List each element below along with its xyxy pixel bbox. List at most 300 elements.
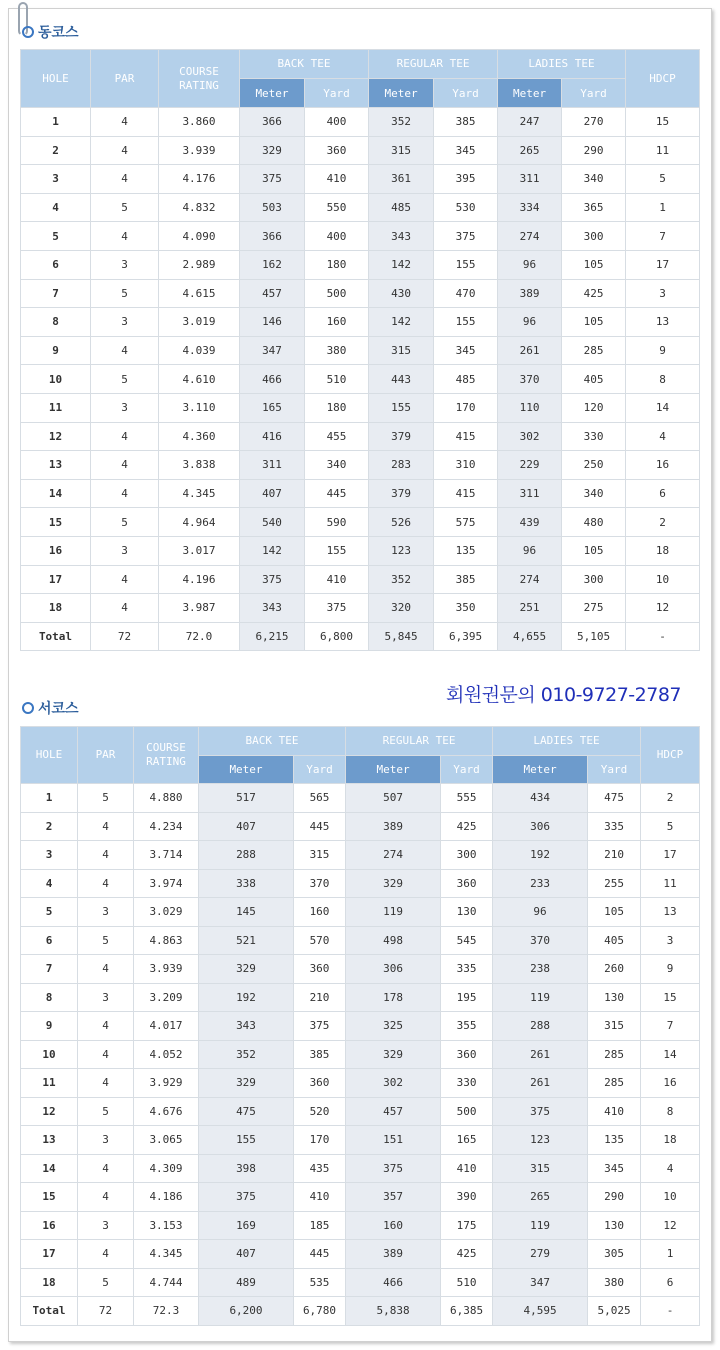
cell-regular-meter: 160 <box>346 1211 441 1240</box>
cell-hole: 5 <box>21 898 78 927</box>
cell-hole: 12 <box>21 1097 78 1126</box>
cell-back-yard: 6,780 <box>294 1297 346 1326</box>
cell-back-meter: 146 <box>240 308 305 337</box>
table-row <box>21 812 700 841</box>
cell-course-rating: 4.090 <box>159 222 240 251</box>
cell-ladies-meter: 279 <box>493 1240 588 1269</box>
table-row <box>21 898 700 927</box>
cell-course-rating: 3.838 <box>159 451 240 480</box>
cell-course-rating: 3.153 <box>134 1211 199 1240</box>
cell-ladies-yard: 365 <box>562 193 626 222</box>
cell-back-yard: 160 <box>305 308 369 337</box>
cell-course-rating: 4.610 <box>159 365 240 394</box>
cell-back-yard: 445 <box>294 812 346 841</box>
cell-ladies-yard: 135 <box>588 1126 641 1155</box>
cell-hdcp: 8 <box>641 1097 700 1126</box>
cell-hdcp: 3 <box>641 926 700 955</box>
cell-back-meter: 311 <box>240 451 305 480</box>
cell-hole: 11 <box>21 1069 78 1098</box>
cell-regular-yard: 410 <box>441 1154 493 1183</box>
cell-par: 3 <box>91 393 159 422</box>
header-regular-tee: REGULAR TEE <box>346 727 493 756</box>
cell-hole: 12 <box>21 422 91 451</box>
cell-course-rating: 4.360 <box>159 422 240 451</box>
cell-ladies-yard: 305 <box>588 1240 641 1269</box>
cell-regular-yard: 425 <box>441 1240 493 1269</box>
cell-regular-meter: 389 <box>346 1240 441 1269</box>
cell-back-meter: 288 <box>199 841 294 870</box>
cell-regular-yard: 155 <box>434 250 498 279</box>
cell-hole: 10 <box>21 1040 78 1069</box>
cell-par: 4 <box>91 451 159 480</box>
cell-regular-yard: 390 <box>441 1183 493 1212</box>
cell-course-rating: 4.676 <box>134 1097 199 1126</box>
cell-regular-meter: 389 <box>346 812 441 841</box>
table-row <box>21 1211 700 1240</box>
cell-hdcp: 13 <box>641 898 700 927</box>
cell-regular-yard: 355 <box>441 1012 493 1041</box>
cell-back-yard: 535 <box>294 1268 346 1297</box>
table-row <box>21 1154 700 1183</box>
cell-hdcp: 13 <box>626 308 700 337</box>
cell-ladies-meter: 370 <box>498 365 562 394</box>
cell-regular-meter: 123 <box>369 536 434 565</box>
header-yard: Yard <box>305 79 369 108</box>
cell-hdcp: 12 <box>626 594 700 623</box>
cell-ladies-yard: 130 <box>588 1211 641 1240</box>
cell-ladies-yard: 270 <box>562 108 626 137</box>
cell-par: 4 <box>91 108 159 137</box>
header-yard: Yard <box>588 756 641 784</box>
cell-hdcp: 2 <box>626 508 700 537</box>
cell-back-meter: 366 <box>240 222 305 251</box>
cell-course-rating: 3.987 <box>159 594 240 623</box>
cell-regular-meter: 329 <box>346 1040 441 1069</box>
cell-regular-meter: 507 <box>346 784 441 813</box>
cell-regular-meter: 343 <box>369 222 434 251</box>
cell-ladies-yard: 380 <box>588 1268 641 1297</box>
header-meter: Meter <box>346 756 441 784</box>
cell-ladies-meter: 229 <box>498 451 562 480</box>
cell-hdcp: 6 <box>641 1268 700 1297</box>
cell-course-rating: 4.964 <box>159 508 240 537</box>
cell-regular-meter: 485 <box>369 193 434 222</box>
table-row <box>21 422 700 451</box>
cell-regular-meter: 329 <box>346 869 441 898</box>
cell-ladies-yard: 405 <box>588 926 641 955</box>
cell-ladies-meter: 119 <box>493 983 588 1012</box>
west-course-table <box>20 726 700 1326</box>
cell-hdcp: 18 <box>641 1126 700 1155</box>
cell-regular-yard: 175 <box>441 1211 493 1240</box>
cell-ladies-meter: 375 <box>493 1097 588 1126</box>
cell-par: 4 <box>91 422 159 451</box>
cell-hole: 14 <box>21 479 91 508</box>
cell-par: 3 <box>78 983 134 1012</box>
cell-course-rating: 4.744 <box>134 1268 199 1297</box>
cell-ladies-meter: 315 <box>493 1154 588 1183</box>
cell-hole: 2 <box>21 136 91 165</box>
cell-regular-meter: 155 <box>369 393 434 422</box>
cell-ladies-yard: 315 <box>588 1012 641 1041</box>
cell-par: 4 <box>78 1040 134 1069</box>
cell-hole: 15 <box>21 508 91 537</box>
cell-regular-meter: 283 <box>369 451 434 480</box>
cell-ladies-meter: 192 <box>493 841 588 870</box>
cell-back-yard: 370 <box>294 869 346 898</box>
cell-hdcp: 15 <box>641 983 700 1012</box>
cell-hdcp: 17 <box>626 250 700 279</box>
header-hole: HOLE <box>21 50 91 108</box>
cell-ladies-yard: 405 <box>562 365 626 394</box>
cell-course-rating: 4.615 <box>159 279 240 308</box>
cell-ladies-meter: 288 <box>493 1012 588 1041</box>
cell-course-rating: 4.039 <box>159 336 240 365</box>
cell-ladies-yard: 250 <box>562 451 626 480</box>
cell-course-rating: 4.880 <box>134 784 199 813</box>
cell-ladies-yard: 340 <box>562 479 626 508</box>
header-meter: Meter <box>493 756 588 784</box>
cell-ladies-meter: 389 <box>498 279 562 308</box>
cell-par: 4 <box>78 1069 134 1098</box>
cell-ladies-meter: 434 <box>493 784 588 813</box>
table-row <box>21 451 700 480</box>
cell-ladies-yard: 475 <box>588 784 641 813</box>
header-yard: Yard <box>441 756 493 784</box>
cell-course-rating: 3.929 <box>134 1069 199 1098</box>
cell-regular-meter: 5,838 <box>346 1297 441 1326</box>
cell-regular-yard: 575 <box>434 508 498 537</box>
cell-back-yard: 210 <box>294 983 346 1012</box>
cell-regular-yard: 425 <box>441 812 493 841</box>
cell-regular-yard: 170 <box>434 393 498 422</box>
cell-regular-meter: 142 <box>369 250 434 279</box>
cell-regular-yard: 6,395 <box>434 622 498 651</box>
cell-par: 3 <box>91 308 159 337</box>
cell-ladies-meter: 261 <box>493 1069 588 1098</box>
cell-regular-yard: 330 <box>441 1069 493 1098</box>
cell-ladies-yard: 130 <box>588 983 641 1012</box>
cell-regular-yard: 165 <box>441 1126 493 1155</box>
header-back-tee: BACK TEE <box>240 50 369 79</box>
table-row <box>21 1012 700 1041</box>
cell-regular-meter: 526 <box>369 508 434 537</box>
cell-regular-meter: 352 <box>369 108 434 137</box>
cell-par: 72 <box>91 622 159 651</box>
table-row <box>21 136 700 165</box>
cell-course-rating: 3.065 <box>134 1126 199 1155</box>
cell-ladies-yard: 255 <box>588 869 641 898</box>
cell-regular-meter: 142 <box>369 308 434 337</box>
cell-back-meter: 329 <box>199 1069 294 1098</box>
cell-back-meter: 343 <box>199 1012 294 1041</box>
cell-hole: 9 <box>21 1012 78 1041</box>
cell-par: 4 <box>78 955 134 984</box>
cell-hole: 8 <box>21 308 91 337</box>
cell-regular-yard: 545 <box>441 926 493 955</box>
east-course-title-text: 동코스 <box>38 25 79 41</box>
cell-ladies-yard: 105 <box>562 536 626 565</box>
cell-back-yard: 380 <box>305 336 369 365</box>
cell-ladies-meter: 123 <box>493 1126 588 1155</box>
cell-hole: 17 <box>21 565 91 594</box>
table-row <box>21 365 700 394</box>
cell-course-rating: 4.863 <box>134 926 199 955</box>
cell-hole: 7 <box>21 955 78 984</box>
total-row <box>21 1297 700 1326</box>
cell-back-yard: 400 <box>305 222 369 251</box>
header-meter: Meter <box>199 756 294 784</box>
cell-course-rating: 3.939 <box>159 136 240 165</box>
cell-par: 4 <box>78 869 134 898</box>
cell-back-yard: 410 <box>305 565 369 594</box>
cell-course-rating: 4.832 <box>159 193 240 222</box>
cell-back-meter: 540 <box>240 508 305 537</box>
cell-regular-meter: 357 <box>346 1183 441 1212</box>
cell-ladies-yard: 285 <box>588 1040 641 1069</box>
cell-ladies-yard: 410 <box>588 1097 641 1126</box>
cell-hole: 14 <box>21 1154 78 1183</box>
cell-hole: 18 <box>21 1268 78 1297</box>
cell-ladies-meter: 238 <box>493 955 588 984</box>
cell-regular-yard: 335 <box>441 955 493 984</box>
cell-course-rating: 4.186 <box>134 1183 199 1212</box>
west-course-title <box>22 698 79 718</box>
cell-back-yard: 410 <box>294 1183 346 1212</box>
cell-regular-yard: 500 <box>441 1097 493 1126</box>
cell-hdcp: 15 <box>626 108 700 137</box>
cell-back-meter: 165 <box>240 393 305 422</box>
cell-back-yard: 570 <box>294 926 346 955</box>
cell-hdcp: 4 <box>626 422 700 451</box>
cell-ladies-yard: 345 <box>588 1154 641 1183</box>
cell-ladies-meter: 334 <box>498 193 562 222</box>
cell-course-rating: 72.3 <box>134 1297 199 1326</box>
cell-hdcp: 1 <box>641 1240 700 1269</box>
cell-par: 4 <box>91 165 159 194</box>
table-row <box>21 536 700 565</box>
cell-hole: 16 <box>21 1211 78 1240</box>
cell-back-meter: 489 <box>199 1268 294 1297</box>
cell-par: 4 <box>91 479 159 508</box>
table-row <box>21 393 700 422</box>
cell-ladies-meter: 96 <box>498 308 562 337</box>
membership-contact: 회원권문의 010-9727-2787 <box>446 684 681 706</box>
cell-ladies-meter: 311 <box>498 479 562 508</box>
header-meter: Meter <box>240 79 305 108</box>
cell-hdcp: 9 <box>641 955 700 984</box>
cell-regular-meter: 361 <box>369 165 434 194</box>
cell-back-yard: 445 <box>294 1240 346 1269</box>
cell-back-yard: 180 <box>305 250 369 279</box>
cell-par: 5 <box>78 1097 134 1126</box>
cell-regular-meter: 315 <box>369 336 434 365</box>
cell-back-meter: 521 <box>199 926 294 955</box>
table-row <box>21 193 700 222</box>
cell-hdcp: 11 <box>626 136 700 165</box>
cell-par: 72 <box>78 1297 134 1326</box>
cell-par: 4 <box>91 222 159 251</box>
cell-back-yard: 360 <box>294 1069 346 1098</box>
cell-hdcp: 16 <box>626 451 700 480</box>
cell-ladies-yard: 285 <box>588 1069 641 1098</box>
cell-regular-meter: 466 <box>346 1268 441 1297</box>
cell-back-yard: 400 <box>305 108 369 137</box>
table-row <box>21 841 700 870</box>
cell-back-meter: 142 <box>240 536 305 565</box>
cell-back-yard: 455 <box>305 422 369 451</box>
cell-back-meter: 503 <box>240 193 305 222</box>
cell-ladies-meter: 247 <box>498 108 562 137</box>
cell-back-yard: 6,800 <box>305 622 369 651</box>
table-row <box>21 594 700 623</box>
cell-back-yard: 510 <box>305 365 369 394</box>
cell-back-meter: 517 <box>199 784 294 813</box>
cell-regular-yard: 310 <box>434 451 498 480</box>
cell-ladies-meter: 274 <box>498 222 562 251</box>
cell-ladies-yard: 275 <box>562 594 626 623</box>
cell-par: 5 <box>91 279 159 308</box>
cell-regular-meter: 325 <box>346 1012 441 1041</box>
cell-hdcp: - <box>641 1297 700 1326</box>
cell-par: 5 <box>91 365 159 394</box>
cell-par: 5 <box>78 926 134 955</box>
cell-back-meter: 6,200 <box>199 1297 294 1326</box>
cell-hole: 2 <box>21 812 78 841</box>
cell-back-yard: 185 <box>294 1211 346 1240</box>
cell-back-yard: 435 <box>294 1154 346 1183</box>
table-row <box>21 869 700 898</box>
cell-regular-yard: 345 <box>434 136 498 165</box>
cell-hdcp: 3 <box>626 279 700 308</box>
east-course-table <box>20 49 700 651</box>
cell-ladies-meter: 119 <box>493 1211 588 1240</box>
header-ladies-tee: LADIES TEE <box>498 50 626 79</box>
cell-back-meter: 169 <box>199 1211 294 1240</box>
table-row <box>21 955 700 984</box>
cell-hole: 6 <box>21 250 91 279</box>
cell-back-yard: 340 <box>305 451 369 480</box>
cell-regular-meter: 352 <box>369 565 434 594</box>
cell-regular-meter: 274 <box>346 841 441 870</box>
cell-hdcp: 9 <box>626 336 700 365</box>
cell-regular-meter: 457 <box>346 1097 441 1126</box>
cell-back-meter: 466 <box>240 365 305 394</box>
cell-course-rating: 2.989 <box>159 250 240 279</box>
cell-hole: 15 <box>21 1183 78 1212</box>
cell-regular-meter: 379 <box>369 479 434 508</box>
cell-hdcp: 7 <box>626 222 700 251</box>
cell-ladies-yard: 335 <box>588 812 641 841</box>
cell-ladies-yard: 105 <box>588 898 641 927</box>
cell-back-meter: 407 <box>199 812 294 841</box>
cell-ladies-meter: 233 <box>493 869 588 898</box>
cell-hdcp: 5 <box>641 812 700 841</box>
cell-ladies-yard: 480 <box>562 508 626 537</box>
cell-hole: 4 <box>21 869 78 898</box>
cell-regular-yard: 6,385 <box>441 1297 493 1326</box>
cell-ladies-meter: 261 <box>498 336 562 365</box>
cell-back-meter: 375 <box>240 165 305 194</box>
cell-regular-meter: 443 <box>369 365 434 394</box>
cell-back-yard: 170 <box>294 1126 346 1155</box>
cell-course-rating: 3.714 <box>134 841 199 870</box>
header-back-tee: BACK TEE <box>199 727 346 756</box>
cell-hdcp: 14 <box>641 1040 700 1069</box>
cell-hole: 7 <box>21 279 91 308</box>
cell-back-meter: 162 <box>240 250 305 279</box>
cell-par: 4 <box>78 812 134 841</box>
cell-regular-meter: 302 <box>346 1069 441 1098</box>
cell-ladies-meter: 251 <box>498 594 562 623</box>
cell-back-meter: 6,215 <box>240 622 305 651</box>
cell-ladies-meter: 311 <box>498 165 562 194</box>
cell-back-yard: 385 <box>294 1040 346 1069</box>
cell-regular-meter: 379 <box>369 422 434 451</box>
table-row <box>21 1126 700 1155</box>
cell-regular-meter: 119 <box>346 898 441 927</box>
cell-hdcp: 2 <box>641 784 700 813</box>
cell-back-yard: 375 <box>294 1012 346 1041</box>
cell-regular-yard: 530 <box>434 193 498 222</box>
cell-back-meter: 338 <box>199 869 294 898</box>
cell-hdcp: 8 <box>626 365 700 394</box>
cell-back-meter: 352 <box>199 1040 294 1069</box>
cell-course-rating: 3.110 <box>159 393 240 422</box>
cell-ladies-meter: 4,595 <box>493 1297 588 1326</box>
cell-course-rating: 3.209 <box>134 983 199 1012</box>
cell-regular-yard: 485 <box>434 365 498 394</box>
cell-hdcp: 12 <box>641 1211 700 1240</box>
cell-regular-yard: 385 <box>434 565 498 594</box>
cell-hole: 6 <box>21 926 78 955</box>
cell-ladies-yard: 300 <box>562 565 626 594</box>
cell-ladies-yard: 290 <box>588 1183 641 1212</box>
header-meter: Meter <box>369 79 434 108</box>
cell-par: 4 <box>78 841 134 870</box>
header-meter: Meter <box>498 79 562 108</box>
cell-course-rating: 3.029 <box>134 898 199 927</box>
table-row <box>21 508 700 537</box>
cell-back-meter: 329 <box>199 955 294 984</box>
cell-ladies-yard: 105 <box>562 308 626 337</box>
cell-ladies-meter: 370 <box>493 926 588 955</box>
cell-par: 3 <box>91 536 159 565</box>
cell-par: 5 <box>78 1268 134 1297</box>
header-course-rating: COURSE RATING <box>159 50 240 108</box>
cell-back-yard: 155 <box>305 536 369 565</box>
cell-course-rating: 4.345 <box>134 1240 199 1269</box>
cell-par: 3 <box>78 1211 134 1240</box>
table-row <box>21 165 700 194</box>
cell-hdcp: 17 <box>641 841 700 870</box>
cell-ladies-yard: 210 <box>588 841 641 870</box>
cell-course-rating: 3.974 <box>134 869 199 898</box>
cell-course-rating: 4.234 <box>134 812 199 841</box>
cell-regular-meter: 5,845 <box>369 622 434 651</box>
cell-hdcp: - <box>626 622 700 651</box>
cell-course-rating: 3.939 <box>134 955 199 984</box>
cell-hdcp: 7 <box>641 1012 700 1041</box>
header-yard: Yard <box>562 79 626 108</box>
cell-ladies-meter: 261 <box>493 1040 588 1069</box>
cell-back-meter: 475 <box>199 1097 294 1126</box>
cell-back-yard: 500 <box>305 279 369 308</box>
cell-hole: 3 <box>21 165 91 194</box>
cell-hdcp: 5 <box>626 165 700 194</box>
table-row <box>21 1268 700 1297</box>
cell-ladies-meter: 265 <box>493 1183 588 1212</box>
